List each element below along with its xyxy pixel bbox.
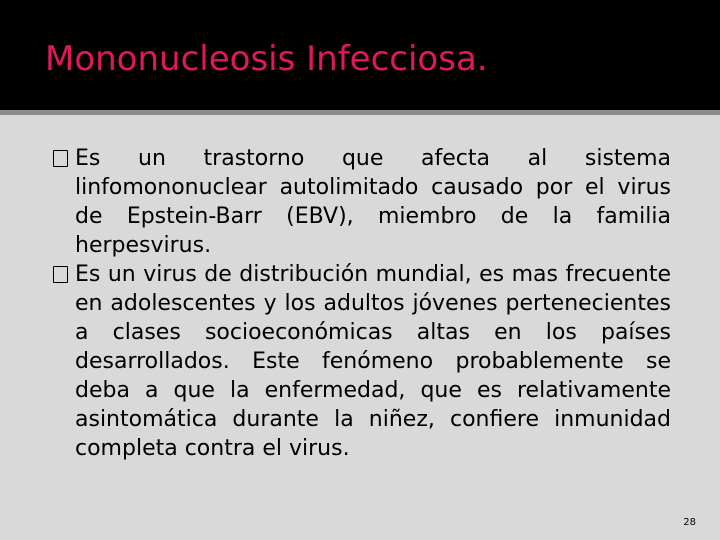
missing-glyph-box-icon [53, 266, 68, 283]
slide-title: Mononucleosis Infecciosa. [45, 39, 488, 79]
title-divider [0, 110, 720, 115]
bullet-text: Es un trastorno que afecta al sistema linfomononuclear autolimitado causado por el virus de Epstein-Barr (EBV), miembro de la familia herpesvirus. [75, 146, 671, 258]
bullet-item [55, 260, 671, 463]
bullet-item [55, 144, 671, 260]
title-bar [0, 0, 720, 110]
bullet-text: Es un virus de distribución mundial, es mas frecuente en adolescentes y los adultos jóvenes pertenecientes a clases socioeconómicas altas en los países desarrollados. Este fenómeno probablemente se deba a que la enfermedad, que es relativamente asintomática durante la niñez, confiere inmunidad completa contra el virus. [75, 262, 671, 461]
missing-glyph-box-icon [53, 150, 68, 167]
bullet-list [55, 144, 671, 463]
page-number: 28 [683, 517, 696, 528]
